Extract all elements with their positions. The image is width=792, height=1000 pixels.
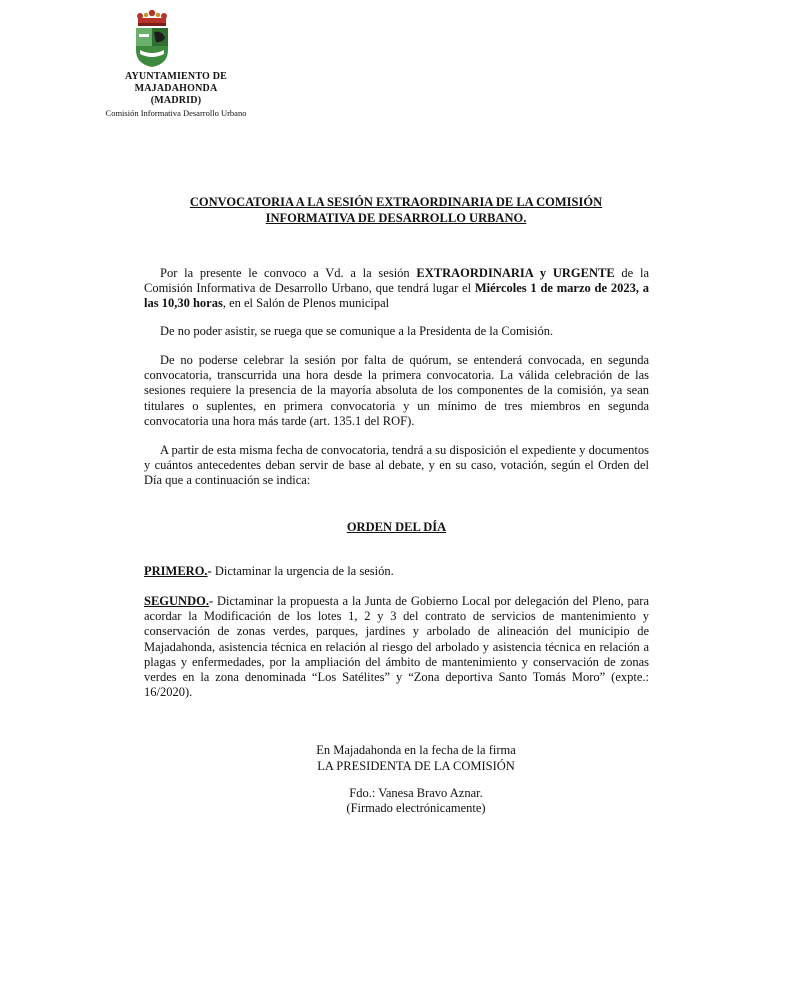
- agenda-item-first-dash: -: [207, 564, 212, 578]
- agenda-item-second-label: SEGUNDO.: [144, 594, 209, 608]
- signature-role: LA PRESIDENTA DE LA COMISIÓN: [317, 759, 515, 773]
- p1-text-3: , en el Salón de Plenos municipal: [222, 296, 390, 311]
- p1-session-type: EXTRAORDINARIA y URGENTE: [416, 266, 615, 280]
- p1-session-date: Miércoles 1 de marzo de 2023, a las 10,30 horas: [144, 281, 649, 311]
- header-committee-name: Comisión Informativa Desarrollo Urbano: [105, 108, 247, 118]
- paragraph-quorum: De no poderse celebrar la sesión por falta de quórum, se entenderá convocada, en segunda convocatoria, transcurrida una hora desde la primera convocatoria. La válida celebración de las sesiones requiere la presencia de la mayoría absoluta de los componentes de la comisión, ya sean titulares o suplentes, en primera convocatoria y un mínimo de tres miembros en segunda convocatoria una hora más tarde (art. 135.1 del ROF).: [144, 353, 649, 428]
- shield-icon: [136, 28, 168, 67]
- document-title-line1: CONVOCATORIA A LA SESIÓN EXTRAORDINARIA DE LA COMISIÓN: [189, 195, 603, 209]
- signature-place-date: En Majadahonda en la fecha de la firma: [316, 743, 516, 757]
- signature-name: Fdo.: Vanesa Bravo Aznar.: [349, 786, 483, 800]
- agenda-item-second: [144, 594, 649, 700]
- agenda-item-first-label: PRIMERO.: [144, 564, 208, 578]
- paragraph-absence-notice: De no poder asistir, se ruega que se comunique a la Presidenta de la Comisión.: [160, 324, 554, 338]
- paragraph-convocation: [144, 266, 649, 312]
- agenda-item-first-text: Dictaminar la urgencia de la sesión.: [211, 564, 394, 578]
- crown-icon: [137, 10, 167, 26]
- p1-text-1: Por la presente le convoco a Vd. a la sesión: [160, 266, 417, 280]
- header-line-province: (MADRID): [150, 95, 202, 106]
- header-line-ayuntamiento: AYUNTAMIENTO DE: [125, 71, 227, 82]
- agenda-item-second-text: Dictaminar la propuesta a la Junta de Gobierno Local por delegación del Pleno, para acordar la Modificación de los lotes 1, 2 y 3 del contrato de servicios de mantenimiento y conservación de zonas verdes, parques, jardines y arbolado de alineación del municipio de Majadahonda, asistencia técnica en relación al riesgo del arbolado y asistencia técnica en relación a plagas y enfermedades, por la ampliación del ámbito de mantenimiento y conservación de zonas verdes en la zona denominada “Los Satélites” y “Zona deportiva Santo Tomás Moro” (expte.: 16/2020).: [144, 594, 649, 700]
- municipal-crest-logo: [132, 10, 172, 68]
- signature-electronic-note: (Firmado electrónicamente): [346, 801, 486, 815]
- agenda-item-first: [144, 564, 649, 579]
- p1-text-2: de la Comisión Informativa de Desarrollo Urbano, que tendrá lugar el: [144, 266, 649, 296]
- paragraph-documents: A partir de esta misma fecha de convocatoria, tendrá a su disposición el expediente y documentos y cuántos antecedentes deban servir de base al debate, y en su caso, votación, según el Orden del Día que a continuación se indica:: [144, 443, 649, 488]
- agenda-item-second-dash: -: [208, 594, 214, 608]
- header-line-municipality: MAJADAHONDA: [134, 83, 218, 94]
- document-title-line2: INFORMATIVA DE DESARROLLO URBANO.: [265, 211, 527, 225]
- agenda-title: ORDEN DEL DÍA: [346, 520, 447, 534]
